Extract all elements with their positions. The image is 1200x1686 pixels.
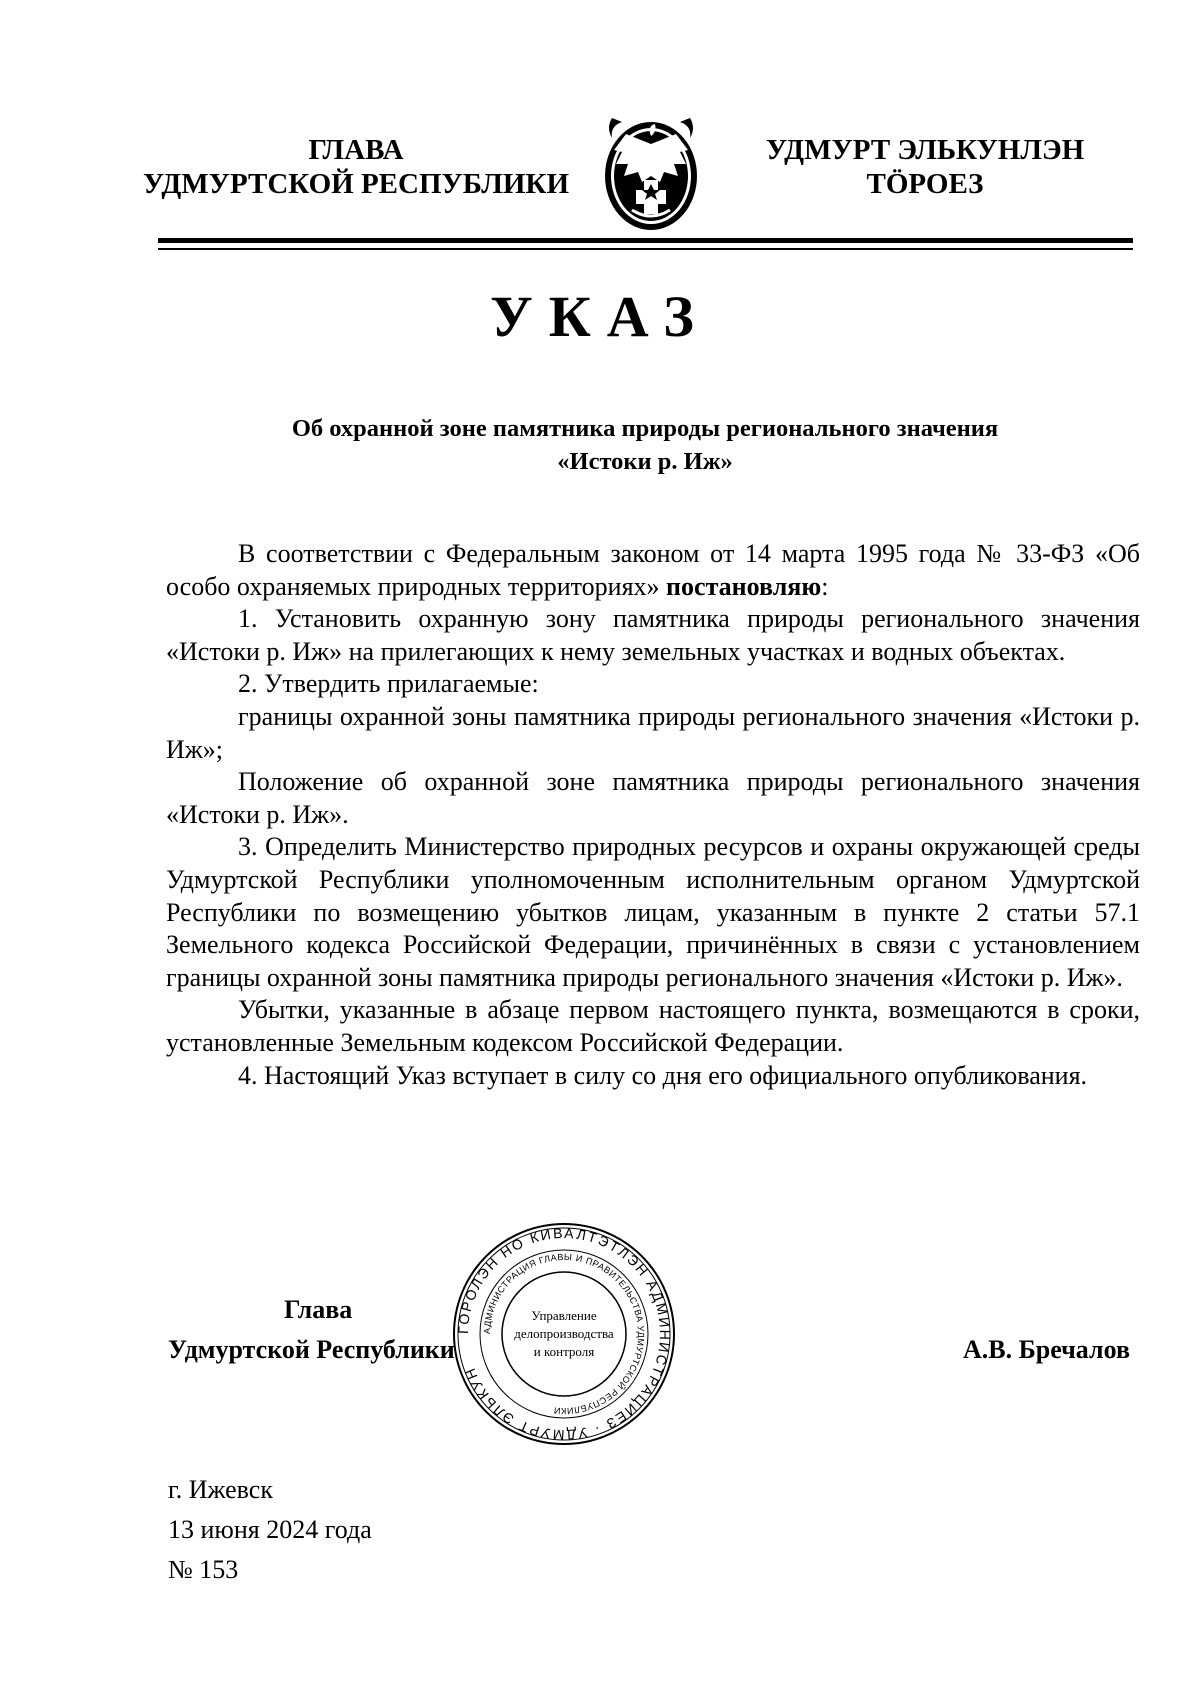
header-left-line2: УДМУРТСКОЙ РЕСПУБЛИКИ (142, 168, 570, 200)
signatory-title-line2: Удмуртской Республики (168, 1335, 455, 1364)
document-footer (168, 1470, 372, 1590)
udmurt-coat-of-arms-icon (592, 110, 710, 236)
stamp-ring-outer: ГОРОЛЭН НО КИВАЛТЭТЛЭН АДМИНИСТРАЦИЕЗ · УДМУРТ ЭЛЬКУН (454, 1224, 674, 1444)
paragraph-2a: границы охранной зоны памятника природы регионального значения «Истоки р. Иж»; (166, 701, 1140, 764)
subject-line2: «Истоки р. Иж» (557, 448, 733, 475)
signatory-title (168, 1290, 498, 1370)
footer-city: г. Ижевск (168, 1475, 273, 1504)
paragraph-3: 3. Определить Министерство природных ресурсов и охраны окружающей среды Удмуртской Республики уполномоченным исполнительным органом Удмуртской Республики по возмещению убытков лицам, указанным в пункте 2 статьи 57.1 Земельного кодекса Российской Федерации, причинённых в связи с установлением границы охранной зоны памятника природы регионального значения «Истоки р. Иж». (166, 832, 1140, 992)
footer-number: № 153 (168, 1555, 239, 1584)
paragraph-2b: Положение об охранной зоне памятника природы регионального значения «Истоки р. Иж». (166, 767, 1140, 829)
stamp-center-line2: делопроизводства (514, 1326, 614, 1341)
header-right (735, 133, 1115, 201)
intro-text: В соответствии с Федеральным законом от 14 марта 1995 года № 33-ФЗ «Об особо охраняемых природных территориях» (166, 539, 1140, 601)
header-divider-thin (158, 248, 1133, 250)
footer-date: 13 июня 2024 года (168, 1515, 372, 1544)
paragraph-4: 4. Настоящий Указ вступает в силу со дня его официального опубликования. (238, 1060, 1088, 1090)
header-left-line1: ГЛАВА (308, 134, 404, 166)
intro-bold: постановляю (666, 571, 822, 601)
stamp-center-line1: Управление (531, 1308, 597, 1323)
paragraph-2: 2. Утвердить прилагаемые: (238, 669, 539, 699)
document-title: УКАЗ (490, 284, 710, 349)
body-intro (166, 538, 1140, 603)
header-left (130, 133, 582, 201)
paragraph-1: 1. Установить охранную зону памятника природы регионального значения «Истоки р. Иж» на прилегающих к нему земельных участках и водных объектах. (166, 604, 1140, 666)
header-divider-thick (158, 238, 1133, 243)
header-right-line2: ТӦРОЕЗ (866, 168, 984, 200)
intro-end: : (821, 571, 829, 601)
header-right-line1: УДМУРТ ЭЛЬКУНЛЭН (765, 134, 1085, 166)
signatory-title-line1: Глава (284, 1295, 353, 1324)
subject-line1: Об охранной зоне памятника природы регионального значения (291, 415, 999, 442)
paragraph-3b: Убытки, указанные в абзаце первом настоящего пункта, возмещаются в сроки, установленные Земельным кодексом Российской Федерации. (166, 995, 1140, 1057)
stamp-ring-inner: АДМИНИСТРАЦИЯ ГЛАВЫ И ПРАВИТЕЛЬСТВА УДМУРТСКОЙ РЕСПУБЛИКИ (481, 1251, 647, 1417)
document-body (166, 538, 1140, 1092)
official-stamp (450, 1220, 678, 1448)
document-subject (160, 412, 1130, 478)
stamp-center-line3: и контроля (533, 1344, 595, 1359)
signatory-name: А.В. Бречалов (962, 1335, 1130, 1364)
